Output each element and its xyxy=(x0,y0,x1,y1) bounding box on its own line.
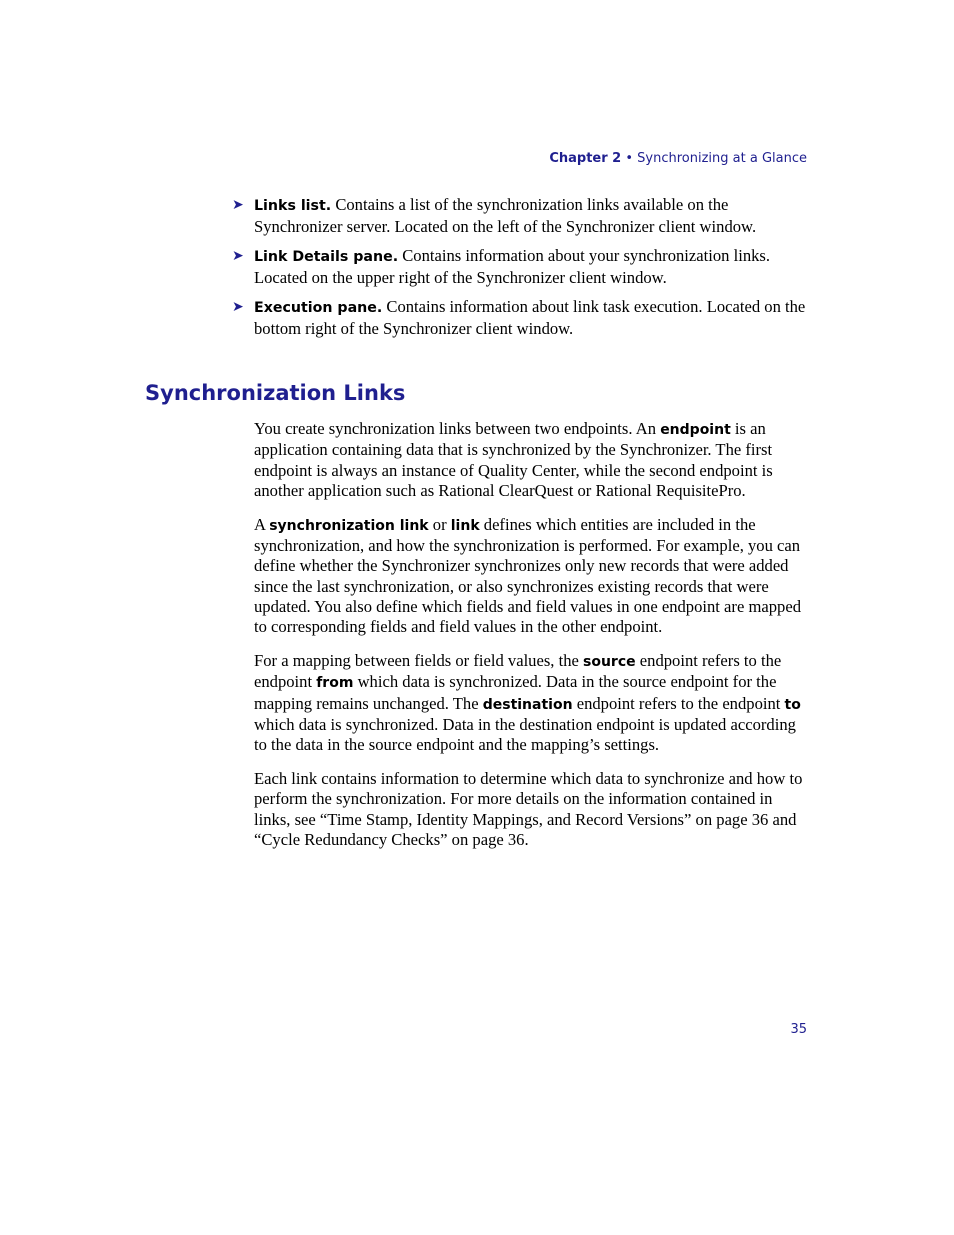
bullet-list xyxy=(232,195,812,348)
section-heading: Synchronization Links xyxy=(145,381,406,405)
text-run: which data is synchronized. Data in the source endpoint for the mapping remains unchanged. The xyxy=(254,672,777,713)
keyword-from: from xyxy=(316,675,354,692)
bullet-text: Contains a list of the synchronization links available on the Synchronizer server. Located on the left of the Synchronizer client window. xyxy=(254,195,757,236)
keyword-link: link xyxy=(450,517,480,534)
keyword-endpoint: endpoint xyxy=(660,422,731,438)
text-run: A xyxy=(254,514,270,534)
bullet-term: Links list. xyxy=(254,198,332,214)
paragraph-link-information: Each link contains information to determine which data to synchronize and how to perform the synchronization. For more details on the information contained in links, see “Time Stamp, Identity Mappings, and Record Versions” on page 36 and “Cycle Redundancy Checks” on page 36. xyxy=(254,768,803,849)
keyword-source: source xyxy=(583,653,636,670)
bullet-item-links-list xyxy=(232,195,812,237)
bullet-item-execution-pane xyxy=(232,297,812,339)
arrow-bullet-icon: ➤ xyxy=(232,197,244,213)
page-number: 35 xyxy=(790,1022,807,1037)
text-run: which data is synchronized. Data in the destination endpoint is updated according to the data in the source endpoint and the mapping’s settings. xyxy=(254,714,796,755)
keyword-to: to xyxy=(784,696,801,713)
text-run: defines which entities are included in the synchronization, and how the synchronization is performed. For example, you can define whether the Synchronizer synchronizes only new records that were added since the last synchronization, or also synchronizes existing records that were updated. You also define which fields and field values in one endpoint are mapped to corresponding fields and field values in the other endpoint. xyxy=(254,514,801,637)
arrow-bullet-icon: ➤ xyxy=(232,299,244,315)
text-run: endpoint refers to the endpoint xyxy=(572,693,785,713)
header-title: Synchronizing at a Glance xyxy=(637,151,807,166)
keyword-synchronization-link: synchronization link xyxy=(269,517,429,534)
text-run: is an application containing data that is synchronized by the Synchronizer. The first endpoint is always an instance of Quality Center, while the second endpoint is another application such as Rational ClearQuest or Rational RequisitePro. xyxy=(254,419,773,500)
text-run: For a mapping between fields or field values, the xyxy=(254,650,584,670)
text-run: or xyxy=(428,514,451,534)
bullet-term: Execution pane. xyxy=(254,300,383,316)
paragraph-source-destination xyxy=(254,651,810,755)
paragraph-synchronization-link xyxy=(254,515,810,638)
arrow-bullet-icon: ➤ xyxy=(232,248,244,264)
bullet-term: Link Details pane. xyxy=(254,249,399,265)
paragraph-endpoints xyxy=(254,419,810,501)
section-body xyxy=(254,419,810,864)
running-header xyxy=(549,151,807,166)
header-separator: • xyxy=(621,151,638,166)
bullet-item-link-details-pane xyxy=(232,246,812,288)
header-chapter: Chapter 2 xyxy=(549,151,622,166)
text-run: You create synchronization links between two endpoints. An xyxy=(254,419,661,438)
keyword-destination: destination xyxy=(482,696,573,713)
text-run: endpoint refers to the endpoint xyxy=(254,650,782,692)
bullet-text: Contains information about link task execution. Located on the bottom right of the Synchronizer client window. xyxy=(254,297,806,338)
bullet-text: Contains information about your synchronization links. Located on the upper right of the Synchronizer client window. xyxy=(254,246,771,287)
